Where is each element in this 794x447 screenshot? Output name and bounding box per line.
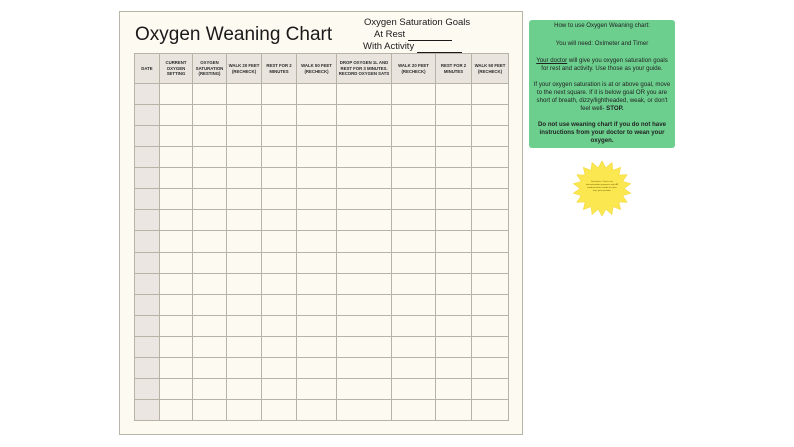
- entry-cell[interactable]: [227, 210, 262, 231]
- entry-cell[interactable]: [297, 336, 337, 357]
- entry-cell[interactable]: [227, 378, 262, 399]
- column-header: REST FOR 2 MINUTES: [436, 54, 472, 84]
- instructions-need: You will need: Oximeter and Timer: [555, 40, 649, 47]
- entry-cell[interactable]: [160, 84, 193, 105]
- entry-cell[interactable]: [160, 147, 193, 168]
- entry-cell[interactable]: [297, 168, 337, 189]
- entry-cell[interactable]: [227, 189, 262, 210]
- entry-cell[interactable]: [193, 294, 227, 315]
- entry-cell[interactable]: [262, 357, 297, 378]
- instructions-warning: Do not use weaning chart if you do not have instructions from your doctor to wean your oxygen.: [538, 121, 666, 144]
- entry-cell[interactable]: [392, 336, 436, 357]
- entry-cell[interactable]: [337, 336, 392, 357]
- column-header: WALK 20 FEET (RECHECK): [392, 54, 436, 84]
- entry-cell[interactable]: [337, 399, 392, 420]
- saturation-goals: [360, 17, 510, 53]
- entry-cell[interactable]: [193, 252, 227, 273]
- entry-cell[interactable]: [193, 189, 227, 210]
- entry-cell[interactable]: [436, 357, 472, 378]
- entry-cell[interactable]: [227, 84, 262, 105]
- entry-cell[interactable]: [472, 399, 509, 420]
- entry-cell[interactable]: [472, 210, 509, 231]
- entry-cell[interactable]: [392, 168, 436, 189]
- entry-cell[interactable]: [193, 231, 227, 252]
- steps-text: If your oxygen saturation is at or above goal, move to the next square. If it is below goal OR you are short of breath, dizzy/lightheaded, weak, or don't feel well-: [533, 81, 671, 112]
- entry-cell[interactable]: [160, 336, 193, 357]
- entry-cell[interactable]: [436, 399, 472, 420]
- entry-cell[interactable]: [297, 231, 337, 252]
- table-row: [135, 189, 509, 210]
- entry-cell[interactable]: [472, 294, 509, 315]
- table-body: [135, 84, 509, 421]
- weaning-table: [134, 53, 509, 421]
- entry-cell[interactable]: [297, 294, 337, 315]
- entry-cell[interactable]: [297, 378, 337, 399]
- entry-cell[interactable]: [160, 378, 193, 399]
- entry-cell[interactable]: [337, 84, 392, 105]
- entry-cell[interactable]: [193, 357, 227, 378]
- table-row: [135, 210, 509, 231]
- date-cell[interactable]: [135, 105, 160, 126]
- entry-cell[interactable]: [337, 294, 392, 315]
- entry-cell[interactable]: [392, 210, 436, 231]
- table-row: [135, 336, 509, 357]
- table-row: [135, 105, 509, 126]
- entry-cell[interactable]: [337, 189, 392, 210]
- entry-cell[interactable]: [262, 210, 297, 231]
- entry-cell[interactable]: [227, 147, 262, 168]
- entry-cell[interactable]: [227, 315, 262, 336]
- entry-cell[interactable]: [160, 315, 193, 336]
- entry-cell[interactable]: [297, 399, 337, 420]
- entry-cell[interactable]: [193, 147, 227, 168]
- column-header: REST FOR 2 MINUTES: [262, 54, 297, 84]
- entry-cell[interactable]: [193, 168, 227, 189]
- entry-cell[interactable]: [337, 273, 392, 294]
- table-row: [135, 126, 509, 147]
- at-rest-blank[interactable]: [408, 30, 452, 41]
- date-cell[interactable]: [135, 147, 160, 168]
- entry-cell[interactable]: [337, 168, 392, 189]
- entry-cell[interactable]: [436, 336, 472, 357]
- entry-cell[interactable]: [262, 252, 297, 273]
- column-header: WALK 20 FEET (RECHECK): [227, 54, 262, 84]
- entry-cell[interactable]: [297, 84, 337, 105]
- with-activity-blank[interactable]: [417, 42, 462, 53]
- table-row: [135, 252, 509, 273]
- weaning-chart-sheet: [119, 11, 523, 435]
- entry-cell[interactable]: [193, 210, 227, 231]
- entry-cell[interactable]: [337, 378, 392, 399]
- entry-cell[interactable]: [337, 126, 392, 147]
- date-cell[interactable]: [135, 315, 160, 336]
- entry-cell[interactable]: [472, 126, 509, 147]
- instructions-doctor: [533, 57, 671, 73]
- entry-cell[interactable]: [160, 273, 193, 294]
- entry-cell[interactable]: [436, 168, 472, 189]
- entry-cell[interactable]: [227, 357, 262, 378]
- entry-cell[interactable]: [227, 231, 262, 252]
- date-cell[interactable]: [135, 168, 160, 189]
- entry-cell[interactable]: [337, 210, 392, 231]
- entry-cell[interactable]: [297, 273, 337, 294]
- doctor-word: Your doctor: [536, 57, 568, 64]
- table-row: [135, 147, 509, 168]
- entry-cell[interactable]: [472, 357, 509, 378]
- table-row: [135, 84, 509, 105]
- entry-cell[interactable]: [193, 336, 227, 357]
- table-row: [135, 273, 509, 294]
- disclaimer-text: Disclaimer: Chart is for documentation purposes only. All medical advice needs to come from your provider.: [586, 181, 618, 192]
- entry-cell[interactable]: [392, 84, 436, 105]
- entry-cell[interactable]: [392, 231, 436, 252]
- date-cell[interactable]: [135, 357, 160, 378]
- entry-cell[interactable]: [392, 126, 436, 147]
- entry-cell[interactable]: [392, 252, 436, 273]
- entry-cell[interactable]: [472, 189, 509, 210]
- instructions-box: [529, 20, 675, 148]
- goals-heading: Oxygen Saturation Goals: [364, 17, 471, 28]
- entry-cell[interactable]: [262, 231, 297, 252]
- entry-cell[interactable]: [297, 252, 337, 273]
- entry-cell[interactable]: [160, 231, 193, 252]
- entry-cell[interactable]: [436, 147, 472, 168]
- entry-cell[interactable]: [262, 336, 297, 357]
- goal-at-rest: [360, 29, 510, 41]
- entry-cell[interactable]: [337, 105, 392, 126]
- entry-cell[interactable]: [227, 168, 262, 189]
- entry-cell[interactable]: [337, 315, 392, 336]
- entry-cell[interactable]: [436, 273, 472, 294]
- entry-cell[interactable]: [193, 273, 227, 294]
- entry-cell[interactable]: [392, 294, 436, 315]
- entry-cell[interactable]: [262, 315, 297, 336]
- column-header: CURRENT OXYGEN SETTING: [160, 54, 193, 84]
- table-row: [135, 357, 509, 378]
- entry-cell[interactable]: [392, 273, 436, 294]
- entry-cell[interactable]: [297, 189, 337, 210]
- table-header-row: [135, 54, 509, 84]
- entry-cell[interactable]: [472, 84, 509, 105]
- entry-cell[interactable]: [436, 105, 472, 126]
- entry-cell[interactable]: [262, 105, 297, 126]
- entry-cell[interactable]: [262, 126, 297, 147]
- entry-cell[interactable]: [392, 147, 436, 168]
- entry-cell[interactable]: [472, 105, 509, 126]
- entry-cell[interactable]: [262, 399, 297, 420]
- instructions-heading: How to use Oxygen Weaning chart:: [554, 22, 650, 29]
- entry-cell[interactable]: [193, 84, 227, 105]
- stop-text: STOP.: [606, 105, 624, 112]
- entry-cell[interactable]: [472, 168, 509, 189]
- entry-cell[interactable]: [227, 294, 262, 315]
- entry-cell[interactable]: [160, 105, 193, 126]
- entry-cell[interactable]: [227, 273, 262, 294]
- entry-cell[interactable]: [436, 210, 472, 231]
- entry-cell[interactable]: [436, 189, 472, 210]
- entry-cell[interactable]: [227, 336, 262, 357]
- entry-cell[interactable]: [262, 147, 297, 168]
- entry-cell[interactable]: [337, 252, 392, 273]
- entry-cell[interactable]: [392, 399, 436, 420]
- entry-cell[interactable]: [160, 294, 193, 315]
- entry-cell[interactable]: [227, 252, 262, 273]
- entry-cell[interactable]: [472, 147, 509, 168]
- entry-cell[interactable]: [160, 252, 193, 273]
- table-row: [135, 168, 509, 189]
- entry-cell[interactable]: [436, 126, 472, 147]
- entry-cell[interactable]: [472, 231, 509, 252]
- table-row: [135, 378, 509, 399]
- entry-cell[interactable]: [193, 105, 227, 126]
- entry-cell[interactable]: [337, 231, 392, 252]
- column-header: DATE: [135, 54, 160, 84]
- entry-cell[interactable]: [160, 357, 193, 378]
- entry-cell[interactable]: [297, 357, 337, 378]
- entry-cell[interactable]: [160, 399, 193, 420]
- date-cell[interactable]: [135, 189, 160, 210]
- entry-cell[interactable]: [337, 357, 392, 378]
- entry-cell[interactable]: [392, 357, 436, 378]
- entry-cell[interactable]: [262, 189, 297, 210]
- entry-cell[interactable]: [227, 105, 262, 126]
- entry-cell[interactable]: [436, 231, 472, 252]
- table-row: [135, 231, 509, 252]
- column-header: WALK 50 FEET (RECHECK): [472, 54, 509, 84]
- date-cell[interactable]: [135, 231, 160, 252]
- entry-cell[interactable]: [193, 399, 227, 420]
- entry-cell[interactable]: [392, 189, 436, 210]
- entry-cell[interactable]: [227, 126, 262, 147]
- entry-cell[interactable]: [160, 126, 193, 147]
- table-row: [135, 315, 509, 336]
- date-cell[interactable]: [135, 336, 160, 357]
- entry-cell[interactable]: [160, 189, 193, 210]
- entry-cell[interactable]: [472, 378, 509, 399]
- entry-cell[interactable]: [472, 315, 509, 336]
- table-row: [135, 399, 509, 420]
- entry-cell[interactable]: [262, 168, 297, 189]
- date-cell[interactable]: [135, 84, 160, 105]
- entry-cell[interactable]: [436, 315, 472, 336]
- entry-cell[interactable]: [472, 273, 509, 294]
- column-header: WALK 50 FEET (RECHECK): [297, 54, 337, 84]
- date-cell[interactable]: [135, 252, 160, 273]
- column-header: DROP OXYGEN 1L AND REST FOR 3 MINUTES. RECORD OXYGEN SATS: [337, 54, 392, 84]
- entry-cell[interactable]: [193, 126, 227, 147]
- entry-cell[interactable]: [193, 378, 227, 399]
- entry-cell[interactable]: [227, 399, 262, 420]
- entry-cell[interactable]: [392, 105, 436, 126]
- doctor-rest: will give you oxygen saturation goals for rest and activity. Use those as your guide.: [541, 57, 668, 72]
- entry-cell[interactable]: [262, 378, 297, 399]
- entry-cell[interactable]: [297, 147, 337, 168]
- entry-cell[interactable]: [337, 147, 392, 168]
- disclaimer-starburst: [572, 160, 632, 217]
- entry-cell[interactable]: [297, 315, 337, 336]
- entry-cell[interactable]: [297, 126, 337, 147]
- date-cell[interactable]: [135, 378, 160, 399]
- entry-cell[interactable]: [262, 84, 297, 105]
- entry-cell[interactable]: [436, 252, 472, 273]
- instructions-steps: [533, 81, 671, 113]
- date-cell[interactable]: [135, 273, 160, 294]
- with-activity-label: With Activity: [363, 41, 415, 52]
- column-header: OXYGEN SATURATION (RESTING): [193, 54, 227, 84]
- at-rest-label: At Rest: [374, 29, 406, 40]
- table-row: [135, 294, 509, 315]
- date-cell[interactable]: [135, 126, 160, 147]
- entry-cell[interactable]: [472, 336, 509, 357]
- date-cell[interactable]: [135, 210, 160, 231]
- entry-cell[interactable]: [436, 294, 472, 315]
- entry-cell[interactable]: [297, 210, 337, 231]
- entry-cell[interactable]: [160, 210, 193, 231]
- goal-with-activity: [360, 41, 510, 53]
- entry-cell[interactable]: [472, 252, 509, 273]
- entry-cell[interactable]: [160, 168, 193, 189]
- entry-cell[interactable]: [392, 378, 436, 399]
- entry-cell[interactable]: [262, 294, 297, 315]
- entry-cell[interactable]: [262, 273, 297, 294]
- entry-cell[interactable]: [436, 84, 472, 105]
- date-cell[interactable]: [135, 294, 160, 315]
- entry-cell[interactable]: [436, 378, 472, 399]
- chart-title: Oxygen Weaning Chart: [135, 24, 333, 45]
- entry-cell[interactable]: [297, 105, 337, 126]
- entry-cell[interactable]: [392, 315, 436, 336]
- date-cell[interactable]: [135, 399, 160, 420]
- entry-cell[interactable]: [193, 315, 227, 336]
